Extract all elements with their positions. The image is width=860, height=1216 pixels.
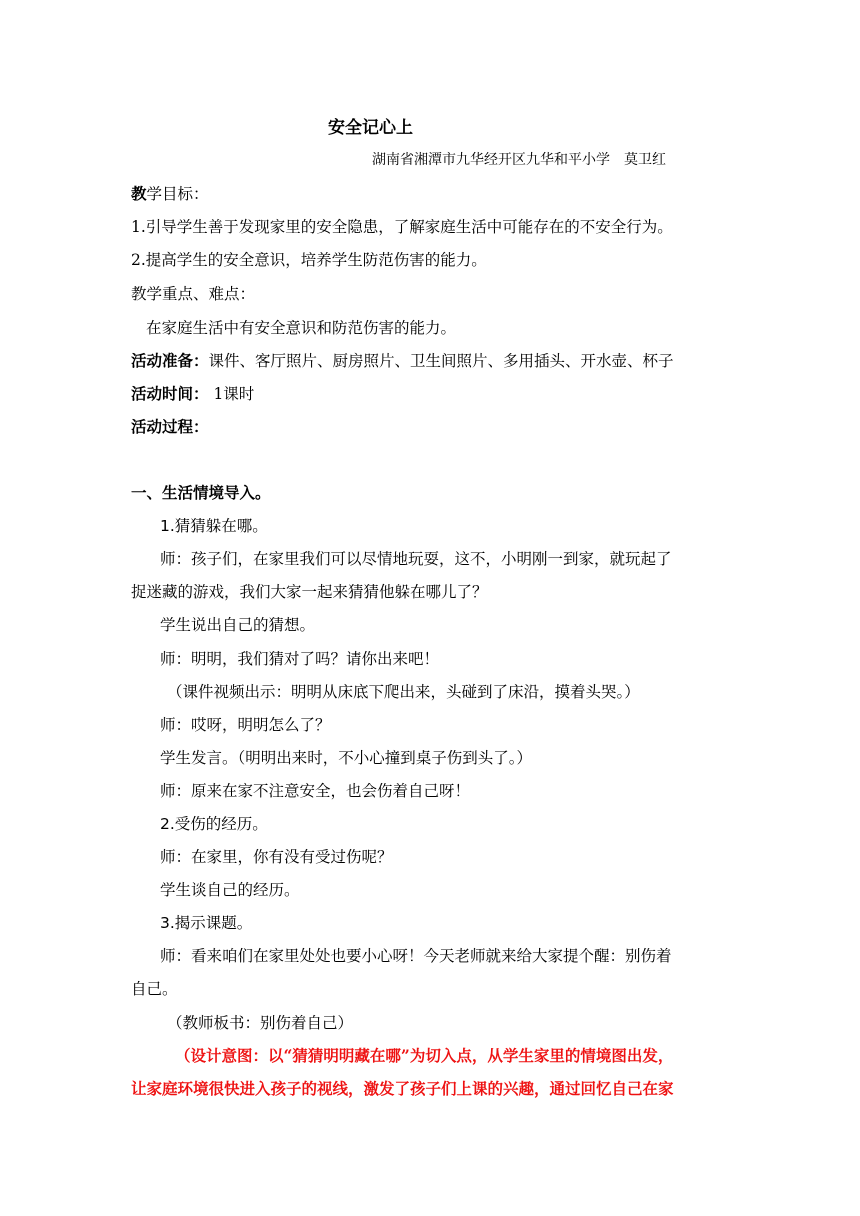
preparation-line	[131, 351, 674, 371]
paragraph-line: 师：哎呀，明明怎么了？	[160, 716, 331, 734]
design-note-line: 让家庭环境很快进入孩子的视线，激发了孩子们上课的兴趣，通过回忆自己在家	[131, 1079, 674, 1098]
objectives-heading-bold: 教	[131, 184, 147, 203]
preparation-text: 课件、客厅照片、厨房照片、卫生间照片、多用插头、开水壶、杯子	[208, 352, 674, 370]
paragraph-line: 师：看来咱们在家里处处也要小心呀！今天老师就来给大家提个醒：别伤着	[160, 947, 672, 965]
paragraph-line: 学生发言。（明明出来时，不小心撞到桌子伤到头了。）	[160, 749, 533, 767]
objectives-heading	[131, 184, 209, 204]
keypoints-text: 在家庭生活中有安全意识和防范伤害的能力。	[146, 319, 457, 337]
section1-heading: 一、生活情境导入。	[131, 483, 271, 502]
duration-line	[131, 384, 254, 404]
process-label: 活动过程：	[131, 417, 209, 436]
subheading-topic: 3.揭示课题。	[160, 914, 253, 932]
paragraph-line: 学生谈自己的经历。	[160, 881, 300, 899]
paragraph-line: 学生说出自己的猜想。	[160, 616, 316, 634]
duration-label: 活动时间：	[131, 384, 209, 403]
subheading-experience: 2.受伤的经历。	[160, 815, 268, 833]
paragraph-line: （教师板书：别伤着自己）	[167, 1014, 354, 1032]
objective-item-1: 1.引导学生善于发现家里的安全隐患，了解家庭生活中可能存在的不安全行为。	[131, 218, 673, 236]
paragraph-line: 捉迷藏的游戏，我们大家一起来猜猜他躲在哪儿了？	[131, 583, 488, 601]
paragraph-line: 师：在家里，你有没有受过伤呢？	[160, 848, 393, 866]
paragraph-line: 自己。	[131, 980, 178, 998]
objectives-heading-rest: 学目标：	[146, 185, 209, 203]
objective-item-2: 2.提高学生的安全意识，培养学生防范伤害的能力。	[131, 251, 487, 269]
document-title: 安全记心上	[328, 118, 413, 138]
paragraph-line: （课件视频出示：明明从床底下爬出来，头碰到了床沿，摸着头哭。）	[167, 683, 640, 701]
paragraph-line: 师：孩子们，在家里我们可以尽情地玩耍，这不，小明刚一到家，就玩起了	[160, 550, 672, 568]
preparation-label: 活动准备：	[131, 351, 209, 370]
duration-text: 1课时	[208, 385, 255, 403]
author-line: 湖南省湘潭市九华经开区九华和平小学 莫卫红	[372, 152, 666, 168]
paragraph-line: 师：明明，我们猜对了吗？请你出来吧！	[160, 650, 440, 668]
paragraph-line: 师：原来在家不注意安全，也会伤着自己呀！	[160, 782, 471, 800]
keypoints-heading: 教学重点、难点：	[131, 285, 256, 303]
design-note-line: （设计意图：以“猜猜明明藏在哪”为切入点，从学生家里的情境图出发，	[175, 1046, 674, 1065]
subheading-guess: 1.猜猜躲在哪。	[160, 517, 268, 535]
